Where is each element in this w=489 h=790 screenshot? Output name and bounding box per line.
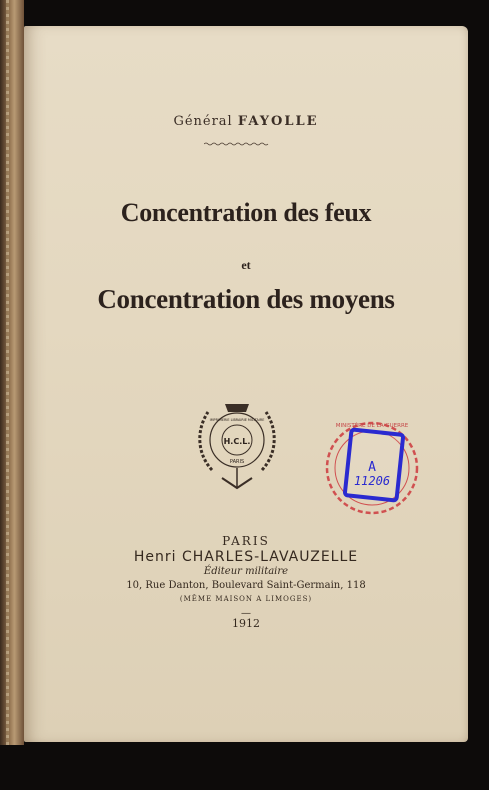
stamp-letter: A (368, 460, 376, 475)
emblem-ring-text: IMPRIMERIE LIBRAIRIE MILITAIRE (209, 418, 265, 422)
publication-year: 1912 (232, 617, 260, 630)
publisher-address: 10, Rue Danton, Boulevard Saint-Germain, 118 (126, 580, 366, 591)
book-title-line-2: Concentration des moyens (97, 284, 395, 314)
publisher-role: Éditeur militaire (203, 566, 289, 577)
stamp-number: 11206 (353, 474, 391, 488)
book-spine-edge (0, 0, 24, 745)
stamp-ring-text: MINISTÈRE DE LA GUERRE (335, 423, 409, 429)
publisher-note: (MÊME MAISON A LIMOGES) (179, 595, 313, 603)
publisher-name: Henri CHARLES-LAVAUZELLE (133, 549, 359, 565)
publisher-emblem-icon (192, 392, 282, 492)
emblem-city: PARIS (229, 459, 245, 465)
author-rank: Général (173, 114, 233, 129)
book-title-line-1: Concentration des feux (120, 198, 372, 227)
author-name: FAYOLLE (237, 114, 319, 129)
title-connector: et (241, 258, 251, 272)
publisher-dash: — (241, 608, 251, 619)
title-page (24, 26, 468, 742)
emblem-monogram: H.C.L. (223, 437, 251, 446)
publisher-city: PARIS (222, 534, 270, 548)
library-stamp (322, 418, 422, 518)
ornamental-divider (204, 142, 270, 146)
author-line (24, 114, 468, 129)
